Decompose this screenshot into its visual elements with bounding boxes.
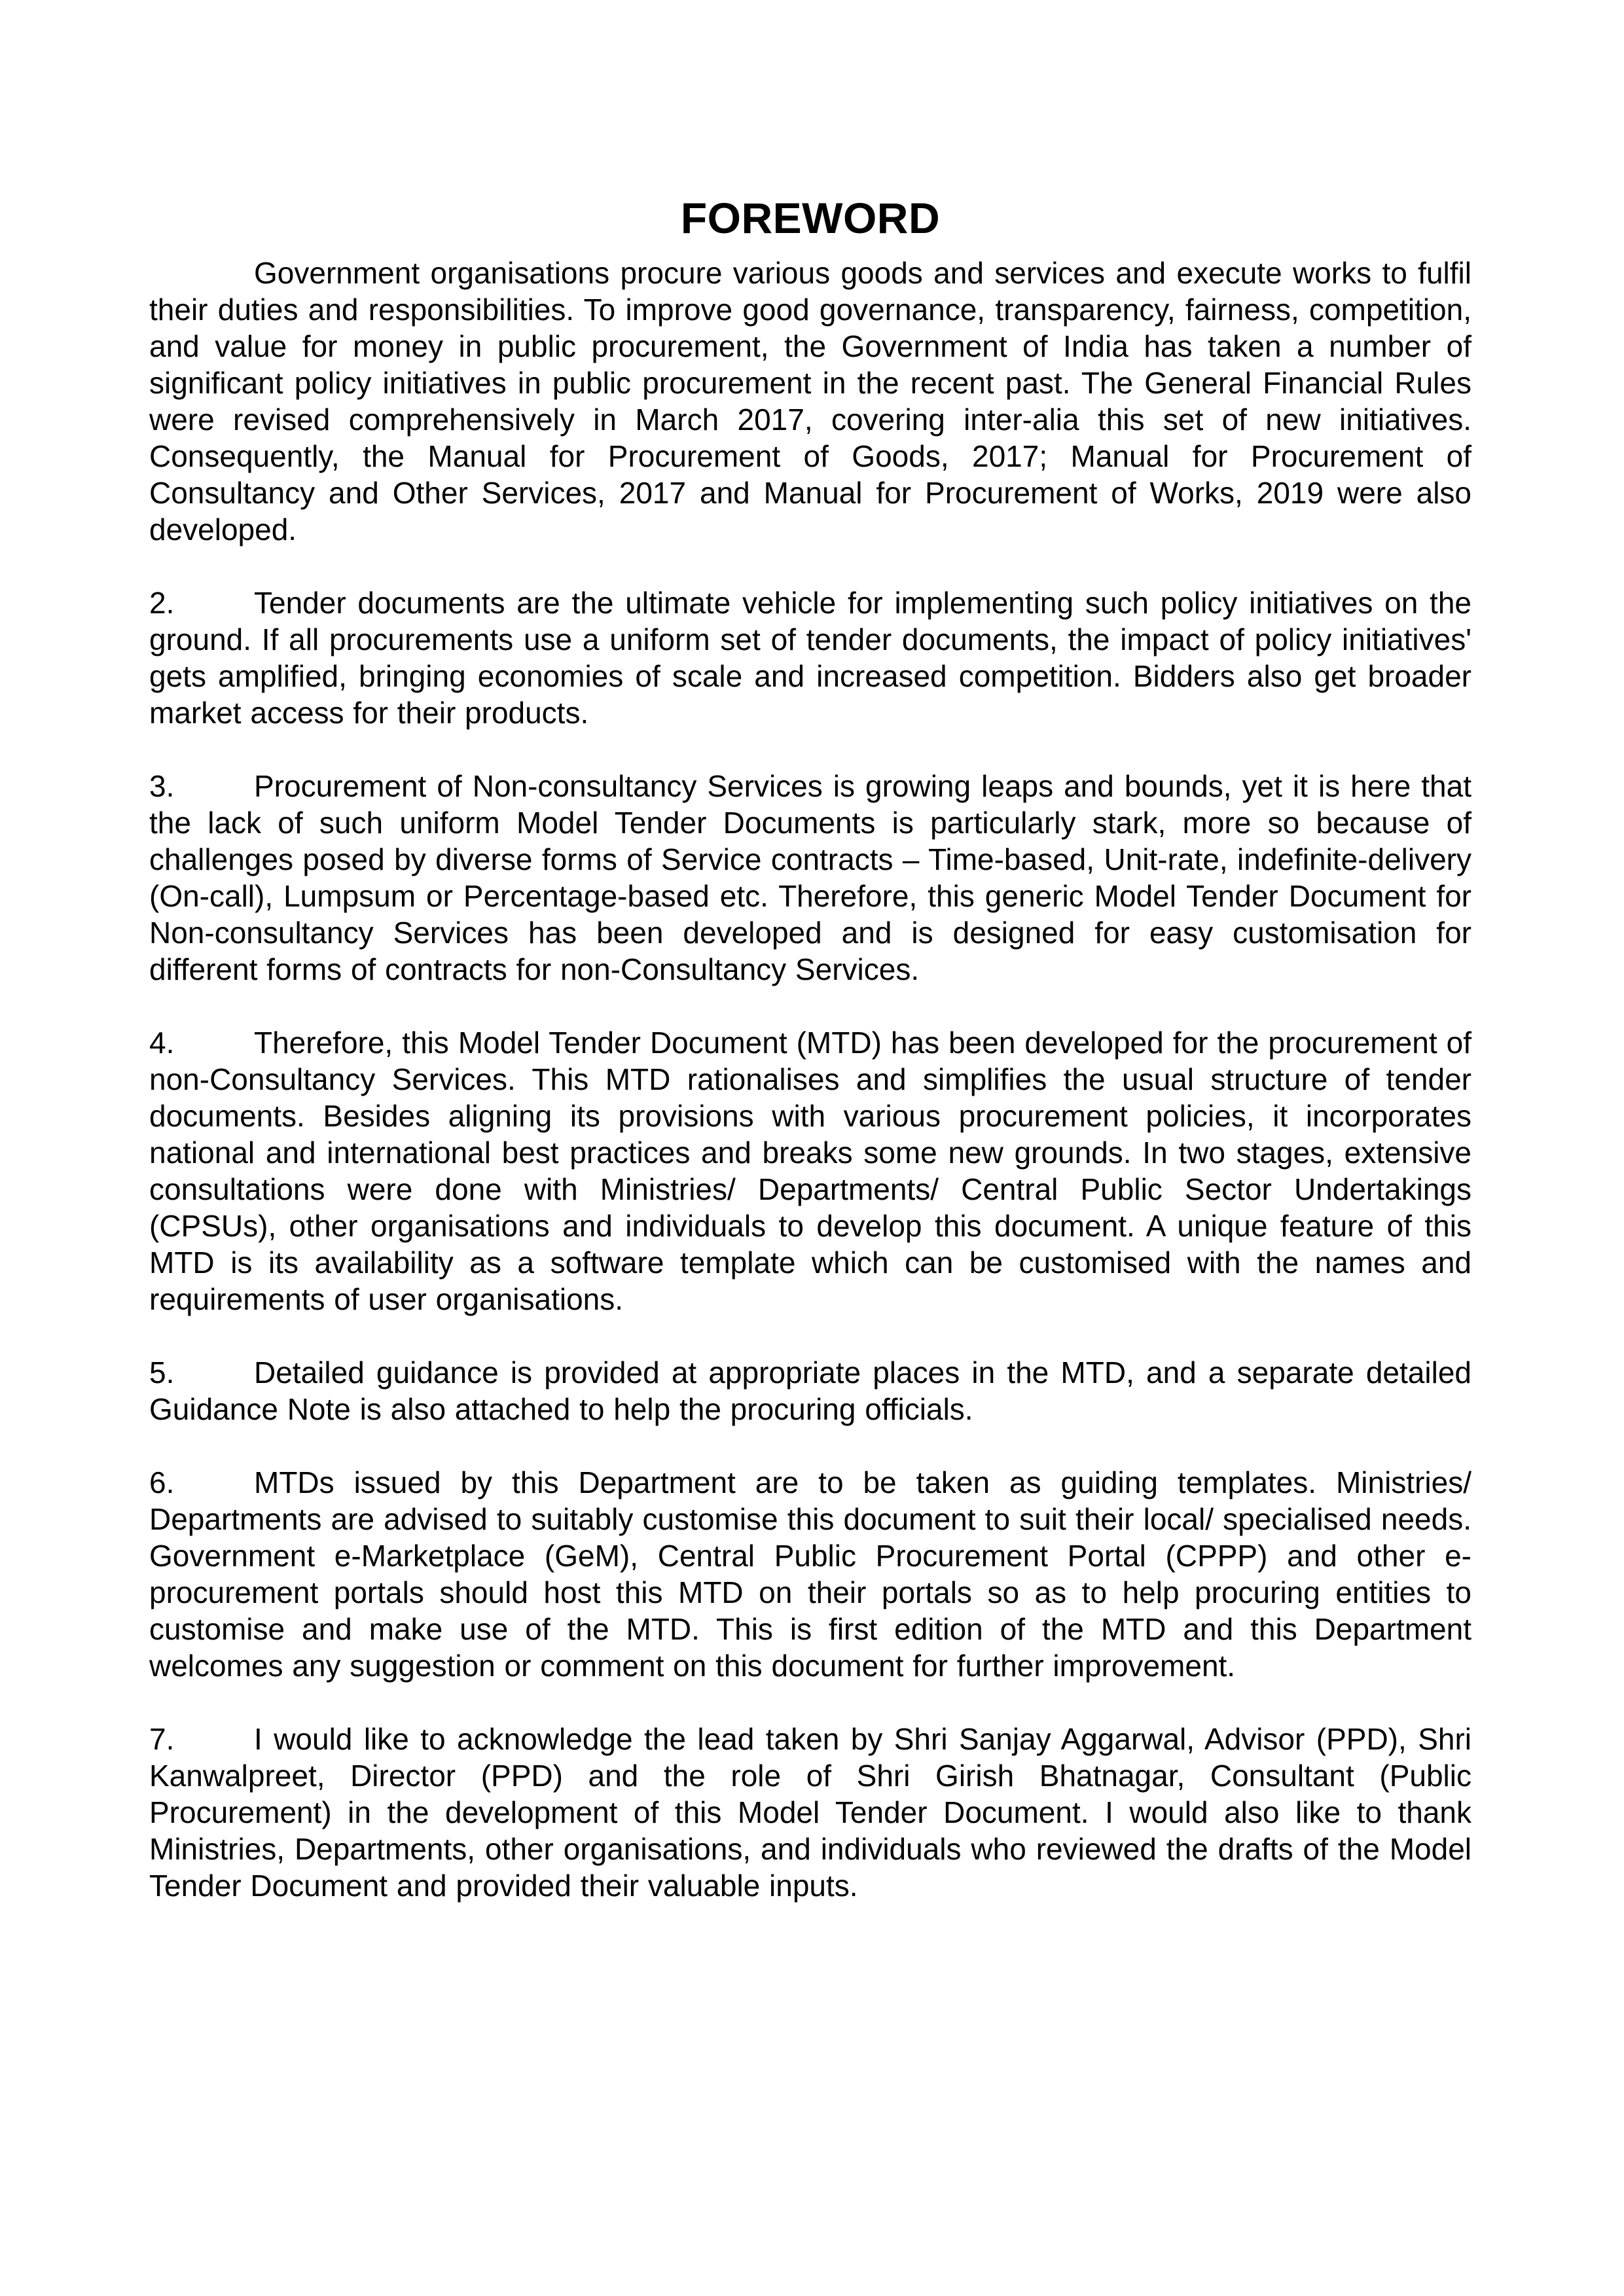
paragraph-3-text: Procurement of Non-consultancy Services is growing leaps and bounds, yet it is here that the lack of such uniform Model Tender Documents is particularly stark, more so because of challenges posed by diverse forms of Service contracts – Time-based, Unit-rate, indefinite-delivery (On-call), Lumpsum or Percentage-based etc. Therefore, this generic Model Tender Document for Non-consultancy Services has been developed and is designed for easy customisation for different forms of contracts for non-Consultancy Services. xyxy=(149,769,1471,986)
paragraph-1-text: Government organisations procure various goods and services and execute works to fulfil their duties and responsibilities. To improve good governance, transparency, fairness, competition, and value for money in public procurement, the Government of India has taken a number of significant policy initiatives in public procurement in the recent past. The General Financial Rules were revised comprehensively in March 2017, covering inter-alia this set of new initiatives. Consequently, the Manual for Procurement of Goods, 2017; Manual for Procurement of Consultancy and Other Services, 2017 and Manual for Procurement of Works, 2019 were also developed. xyxy=(149,256,1471,547)
paragraph-2 xyxy=(149,584,1471,731)
paragraph-6-text: MTDs issued by this Department are to be taken as guiding templates. Ministries/ Departments are advised to suitably customise this document to suit their local/ specialised needs. Government e-Marketplace (GeM), Central Public Procurement Portal (CPPP) and other e-procurement portals should host this MTD on their portals so as to help procuring entities to customise and make use of the MTD. This is first edition of the MTD and this Department welcomes any suggestion or comment on this document for further improvement. xyxy=(149,1465,1471,1683)
paragraph-4 xyxy=(149,1024,1471,1318)
paragraph-5-number: 5. xyxy=(149,1355,175,1390)
paragraph-4-number: 4. xyxy=(149,1026,175,1060)
paragraph-7 xyxy=(149,1721,1471,1904)
paragraph-3-number: 3. xyxy=(149,769,175,803)
page-title: FOREWORD xyxy=(680,194,941,242)
paragraph-2-text: Tender documents are the ultimate vehicle for implementing such policy initiatives on the ground. If all procurements use a uniform set of tender documents, the impact of policy initiatives' gets amplified, bringing economies of scale and increased competition. Bidders also get broader market access for their products. xyxy=(149,586,1471,730)
paragraph-6-number: 6. xyxy=(149,1465,175,1499)
paragraph-3 xyxy=(149,768,1471,988)
paragraph-5 xyxy=(149,1354,1471,1427)
paragraph-1 xyxy=(149,255,1471,548)
paragraph-5-text: Detailed guidance is provided at appropriate places in the MTD, and a separate detailed Guidance Note is also attached to help the procuring officials. xyxy=(149,1355,1471,1426)
paragraph-7-number: 7. xyxy=(149,1722,175,1756)
paragraph-6 xyxy=(149,1464,1471,1684)
paragraph-4-text: Therefore, this Model Tender Document (MTD) has been developed for the procurement of non-Consultancy Services. This MTD rationalises and simplifies the usual structure of tender documents. Besides aligning its provisions with various procurement policies, it incorporates national and international best practices and breaks some new grounds. In two stages, extensive consultations were done with Ministries/ Departments/ Central Public Sector Undertakings (CPSUs), other organisations and individuals to develop this document. A unique feature of this MTD is its availability as a software template which can be customised with the names and requirements of user organisations. xyxy=(149,1026,1471,1316)
paragraph-7-text: I would like to acknowledge the lead taken by Shri Sanjay Aggarwal, Advisor (PPD), Shri Kanwalpreet, Director (PPD) and the role of Shri Girish Bhatnagar, Consultant (Public Procurement) in the development of this Model Tender Document. I would also like to thank Ministries, Departments, other organisations, and individuals who reviewed the drafts of the Model Tender Document and provided their valuable inputs. xyxy=(149,1722,1471,1903)
paragraph-2-number: 2. xyxy=(149,586,175,620)
